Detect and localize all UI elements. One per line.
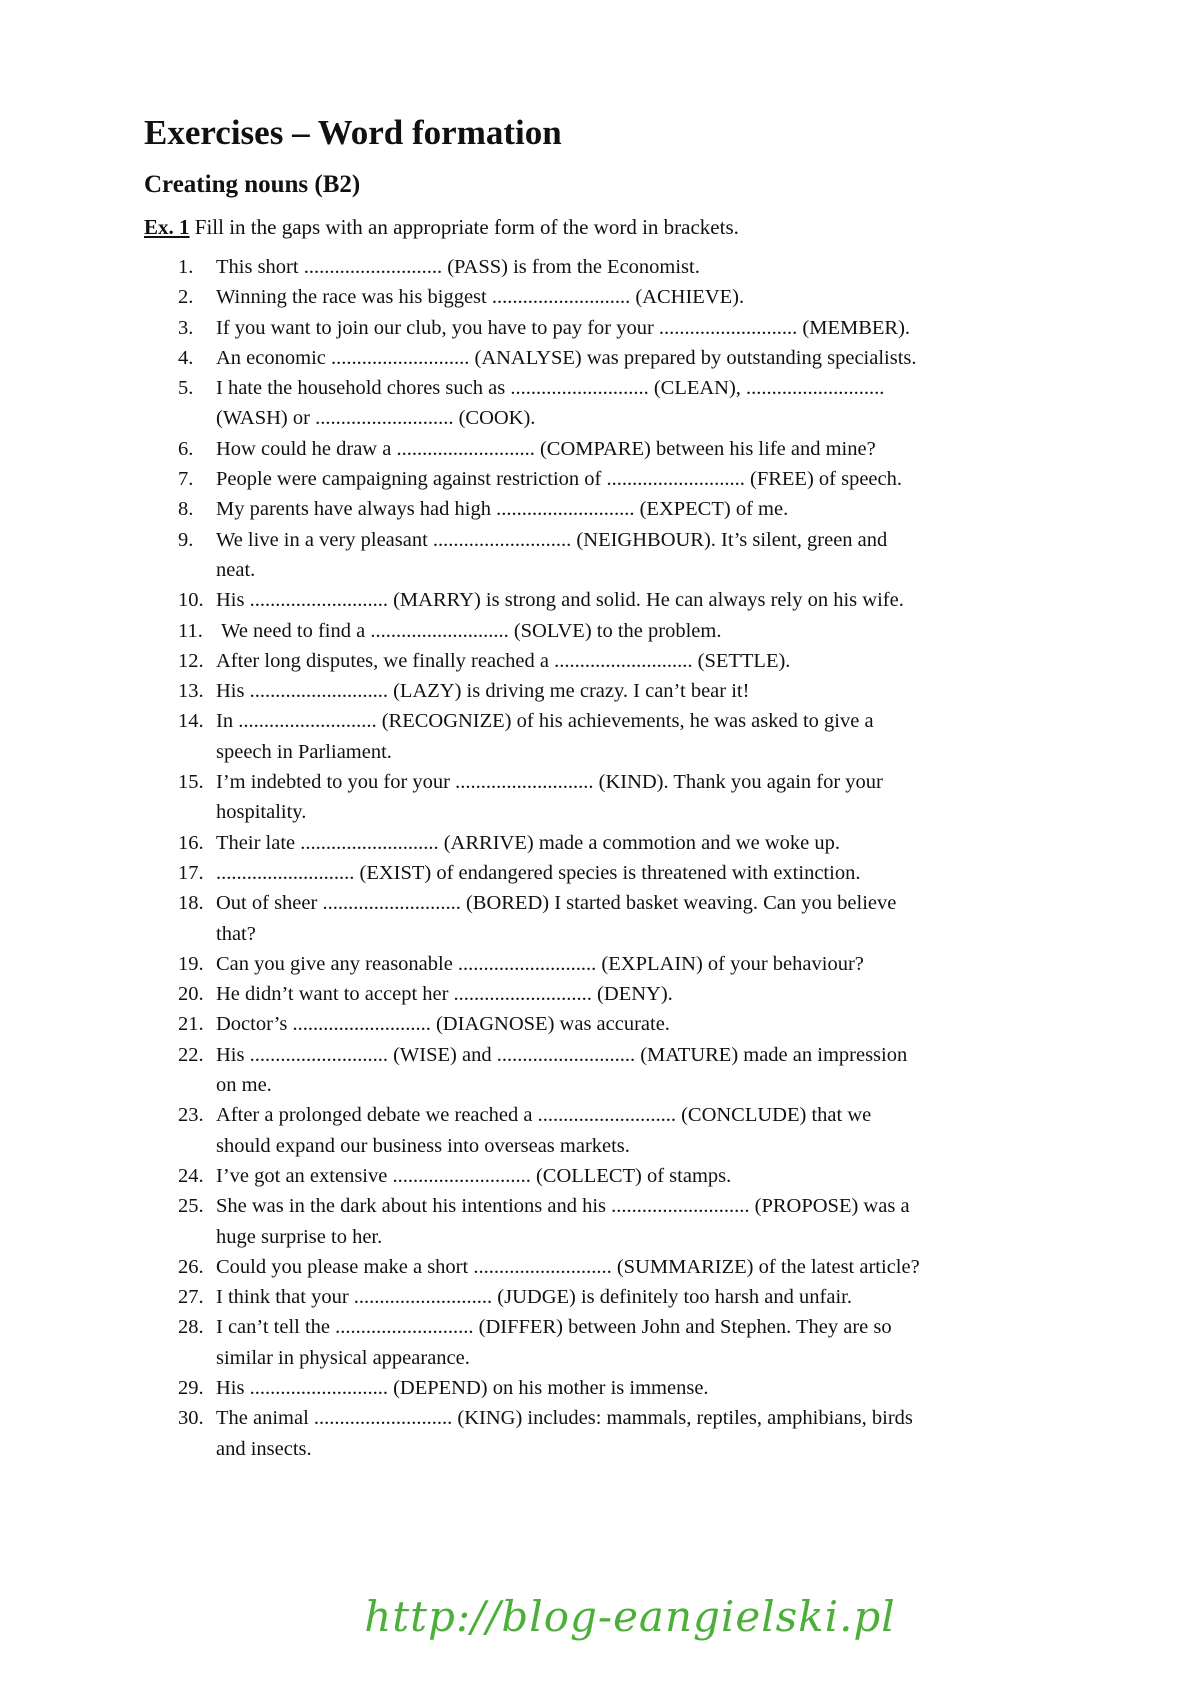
item-number: 1. [178, 256, 194, 278]
item-number: 12. [178, 649, 204, 672]
exercise-list [0, 252, 1200, 1464]
item-text-line: similar in physical appearance. [216, 1346, 470, 1369]
item-number: 24. [178, 1164, 204, 1187]
exercise-item [0, 1100, 1200, 1161]
exercise-item [0, 646, 1200, 676]
item-text-line: The animal ........................... (KING) includes: mammals, reptiles, amphibians, birds [216, 1407, 913, 1430]
item-text-line: Could you please make a short ........................... (SUMMARIZE) of the latest article? [216, 1255, 920, 1278]
item-text-line: Can you give any reasonable ........................... (EXPLAIN) of your behaviour? [216, 952, 864, 975]
exercise-item [0, 282, 1200, 312]
item-text-line: I can’t tell the ........................... (DIFFER) between John and Stephen. They are so [216, 1316, 892, 1339]
exercise-item [0, 949, 1200, 979]
item-number: 22. [178, 1043, 204, 1066]
item-number: 14. [178, 710, 204, 733]
item-number: 7. [178, 468, 194, 491]
item-number: 9. [178, 528, 194, 551]
exercise-item [0, 494, 1200, 524]
item-text-line: I think that your ........................... (JUDGE) is definitely too harsh and unfair. [216, 1286, 852, 1309]
item-text-line: I’ve got an extensive ........................... (COLLECT) of stamps. [216, 1164, 732, 1187]
item-text-line: (WASH) or ........................... (COOK). [216, 407, 536, 430]
footer-url: http://blog-eangielski.pl [364, 1592, 896, 1641]
item-text-line: His ........................... (LAZY) is driving me crazy. I can’t bear it! [216, 680, 750, 703]
exercise-item [0, 1312, 1200, 1373]
exercise-item [0, 1252, 1200, 1282]
exercise-item [0, 767, 1200, 828]
exercise-item [0, 585, 1200, 615]
item-text-line: An economic ........................... (ANALYSE) was prepared by outstanding specialists. [216, 346, 917, 369]
item-text-line: ........................... (EXIST) of endangered species is threatened with extinction. [216, 861, 861, 884]
exercise-instruction [144, 214, 739, 241]
exercise-item [0, 1282, 1200, 1312]
item-text-line: Their late ........................... (ARRIVE) made a commotion and we woke up. [216, 831, 840, 854]
item-text-line: He didn’t want to accept her ........................... (DENY). [216, 983, 673, 1006]
exercise-item [0, 858, 1200, 888]
item-text-line: hospitality. [216, 801, 307, 824]
item-number: 29. [178, 1376, 204, 1399]
item-number: 6. [178, 437, 194, 460]
item-text-line: His ........................... (WISE) and ........................... (MATURE) made an impression [216, 1043, 908, 1066]
item-text-line: neat. [216, 558, 256, 581]
item-text-line: My parents have always had high ........................... (EXPECT) of me. [216, 498, 789, 521]
item-text-line: huge surprise to her. [216, 1225, 383, 1248]
item-text-line: Out of sheer ........................... (BORED) I started basket weaving. Can you believe [216, 892, 897, 915]
item-text-line: She was in the dark about his intentions and his ........................... (PROPOSE) was a [216, 1195, 910, 1218]
item-text-line: Winning the race was his biggest ........................... (ACHIEVE). [216, 286, 745, 309]
item-number: 11. [178, 619, 203, 642]
item-number: 27. [178, 1286, 204, 1309]
exercise-item [0, 313, 1200, 343]
item-text-line: His ........................... (DEPEND) on his mother is immense. [216, 1376, 709, 1399]
item-number: 25. [178, 1195, 204, 1218]
exercise-item [0, 525, 1200, 586]
page-title: Exercises – Word formation [144, 113, 562, 152]
item-text-line: I hate the household chores such as ........................... (CLEAN), ........................... [216, 377, 885, 400]
page-subtitle: Creating nouns (B2) [144, 171, 361, 198]
item-number: 23. [178, 1104, 204, 1127]
exercise-item [0, 464, 1200, 494]
exercise-label: Ex. 1 [144, 215, 190, 239]
item-text-line: speech in Parliament. [216, 740, 392, 763]
item-text-line: and insects. [216, 1437, 312, 1460]
item-text-line: on me. [216, 1074, 272, 1097]
exercise-item [0, 706, 1200, 767]
item-number: 8. [178, 498, 194, 521]
exercise-item [0, 1040, 1200, 1101]
item-number: 2. [178, 286, 194, 309]
item-text-line: His ........................... (MARRY) is strong and solid. He can always rely on his wife. [216, 589, 904, 612]
exercise-item [0, 1403, 1200, 1464]
item-number: 26. [178, 1255, 204, 1278]
exercise-item [0, 1009, 1200, 1039]
item-number: 30. [178, 1407, 204, 1430]
exercise-item [0, 1373, 1200, 1403]
exercise-item [0, 373, 1200, 434]
item-text-line: should expand our business into overseas markets. [216, 1134, 630, 1157]
exercise-item [0, 828, 1200, 858]
exercise-item [0, 616, 1200, 646]
exercise-item [0, 434, 1200, 464]
item-text-line: People were campaigning against restriction of ........................... (FREE) of speech. [216, 468, 903, 491]
item-text-line: I’m indebted to you for your ........................... (KIND). Thank you again for your [216, 771, 883, 794]
item-text-line: In ........................... (RECOGNIZE) of his achievements, he was asked to give a [216, 710, 874, 733]
instruction-text: Fill in the gaps with an appropriate form of the word in brackets. [189, 215, 739, 239]
item-text-line: We live in a very pleasant ........................... (NEIGHBOUR). It’s silent, green and [216, 528, 888, 551]
exercise-item [0, 1191, 1200, 1252]
exercise-item [0, 252, 1200, 282]
exercise-item [0, 676, 1200, 706]
item-text-line: This short ........................... (PASS) is from the Economist. [216, 256, 700, 278]
item-number: 21. [178, 1013, 204, 1036]
item-number: 5. [178, 377, 194, 400]
item-number: 10. [178, 589, 204, 612]
item-text-line: How could he draw a ........................... (COMPARE) between his life and mine? [216, 437, 876, 460]
item-number: 18. [178, 892, 204, 915]
item-number: 19. [178, 952, 204, 975]
item-number: 3. [178, 316, 194, 339]
item-text-line: After long disputes, we finally reached a ........................... (SETTLE). [216, 649, 791, 672]
item-number: 4. [178, 346, 194, 369]
item-text-line: After a prolonged debate we reached a ........................... (CONCLUDE) that we [216, 1104, 872, 1127]
item-number: 20. [178, 983, 204, 1006]
item-text-line: Doctor’s ........................... (DIAGNOSE) was accurate. [216, 1013, 670, 1036]
item-text-line: If you want to join our club, you have to pay for your ........................... (MEMBER). [216, 316, 911, 339]
item-number: 13. [178, 680, 204, 703]
item-number: 17. [178, 861, 204, 884]
item-text-line: that? [216, 922, 256, 945]
exercise-item [0, 1161, 1200, 1191]
exercise-item [0, 888, 1200, 949]
exercise-item [0, 979, 1200, 1009]
item-number: 28. [178, 1316, 204, 1339]
item-text-line: We need to find a ........................... (SOLVE) to the problem. [216, 619, 722, 642]
exercise-item [0, 343, 1200, 373]
item-number: 15. [178, 771, 204, 794]
item-number: 16. [178, 831, 204, 854]
